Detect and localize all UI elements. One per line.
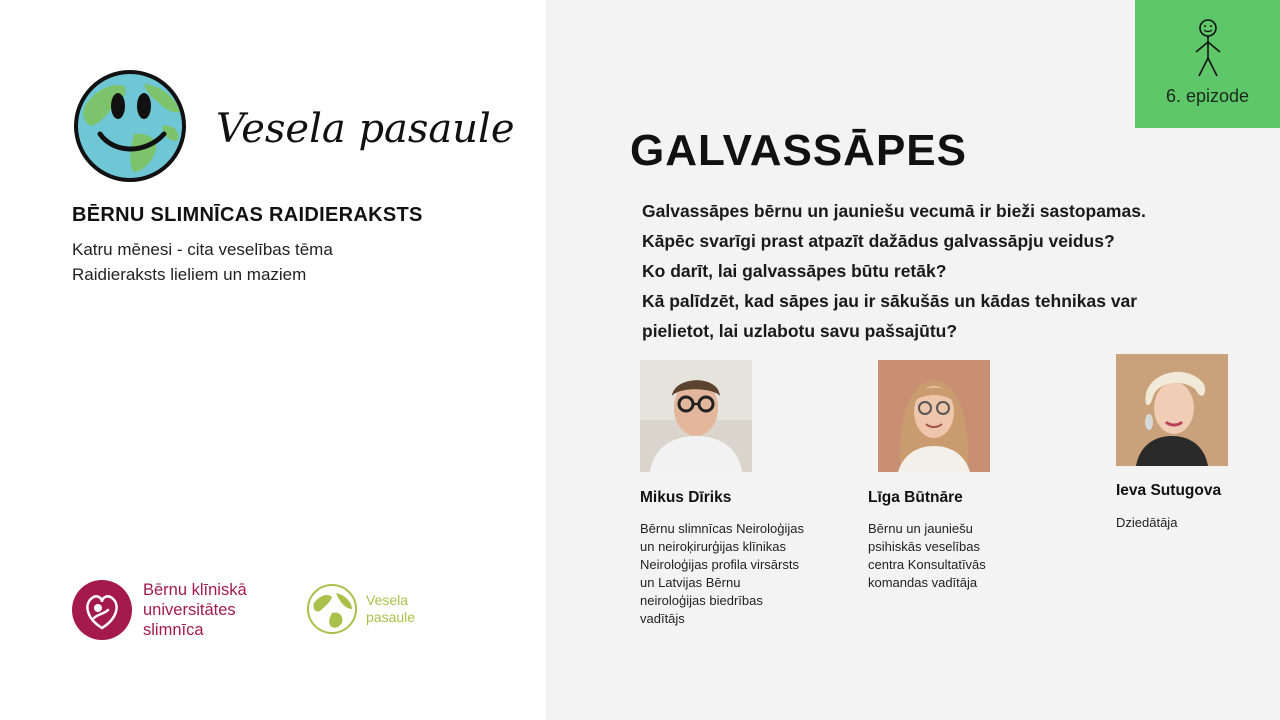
- intro-line: Ko darīt, lai galvassāpes būtu retāk?: [642, 261, 947, 281]
- guest-role-line: centra Konsultatīvās: [868, 557, 986, 572]
- guest-role-line: neiroloģijas biedrības: [640, 593, 763, 608]
- intro-line: Kā palīdzēt, kad sāpes jau ir sākušās un kādas tehnikas var: [642, 291, 1138, 311]
- brand-logo: [72, 68, 515, 188]
- guest-role-line: psihiskās veselības: [868, 539, 980, 554]
- guest-role-line: Bērnu slimnīcas Neiroloģijas: [640, 521, 805, 536]
- episode-number: 6. epizode: [1165, 86, 1250, 106]
- intro-line: Galvassāpes bērnu un jauniešu vecumā ir bieži sastopamas.: [642, 201, 1146, 221]
- guest-photo-ieva: [1116, 354, 1228, 466]
- episode-badge: [1135, 0, 1280, 128]
- globe-icon: [306, 583, 358, 635]
- guest-photo-mikus: [640, 360, 752, 472]
- guest-name: Līga Būtnāre: [868, 489, 963, 506]
- tagline: Raidieraksts lieliem un maziem: [72, 265, 307, 284]
- episode-title: GALVASSĀPES: [630, 126, 967, 175]
- intro-line: Kāpēc svarīgi prast atpazīt dažādus galvassāpju veidus?: [642, 231, 1115, 251]
- guest-role: [1116, 514, 1177, 532]
- guest-role-line: Neiroloģijas profila virsārsts: [640, 557, 799, 572]
- hospital-name-line: universitātes: [143, 601, 236, 619]
- guest-photo-liga: [878, 360, 990, 472]
- guest-role-line: Bērnu un jauniešu: [868, 521, 973, 536]
- guest-role-line: komandas vadītāja: [868, 575, 978, 590]
- guest-role: [640, 520, 804, 628]
- episode-intro: [642, 196, 1252, 346]
- guest-name: Mikus Dīriks: [640, 489, 732, 506]
- guest-role-line: un neiroķirurģijas klīnikas: [640, 539, 786, 554]
- hospital-name-line: slimnīca: [143, 621, 204, 639]
- hospital-logo: [72, 580, 247, 640]
- guest-role-line: vadītājs: [640, 611, 685, 626]
- podcast-title: BĒRNU SLIMNĪCAS RAIDIERAKSTS: [72, 204, 423, 226]
- guest-role-line: un Latvijas Bērnu: [640, 575, 741, 590]
- guest-role-line: Dziedātāja: [1116, 515, 1178, 530]
- smiling-globe-icon: [72, 68, 190, 184]
- vp-name-line: pasaule: [366, 609, 416, 625]
- vesela-pasaule-logo: [306, 583, 415, 635]
- vesela-pasaule-name: [366, 592, 415, 626]
- guest-name: Ieva Sutugova: [1116, 482, 1222, 499]
- hospital-name: [143, 580, 247, 640]
- hospital-heart-emblem-icon: [72, 580, 132, 640]
- intro-line: pielietot, lai uzlabotu savu pašsajūtu?: [642, 321, 958, 341]
- vp-name-line: Vesela: [366, 592, 409, 608]
- stick-figure-icon: [1183, 18, 1233, 80]
- tagline: Katru mēnesi - cita veselības tēma: [72, 240, 333, 259]
- brand-script-title: [212, 80, 515, 180]
- guest-role: [868, 520, 986, 592]
- svg-text:Vesela pasaule: Vesela pasaule: [216, 106, 515, 152]
- hospital-name-line: Bērnu klīniskā: [143, 581, 247, 599]
